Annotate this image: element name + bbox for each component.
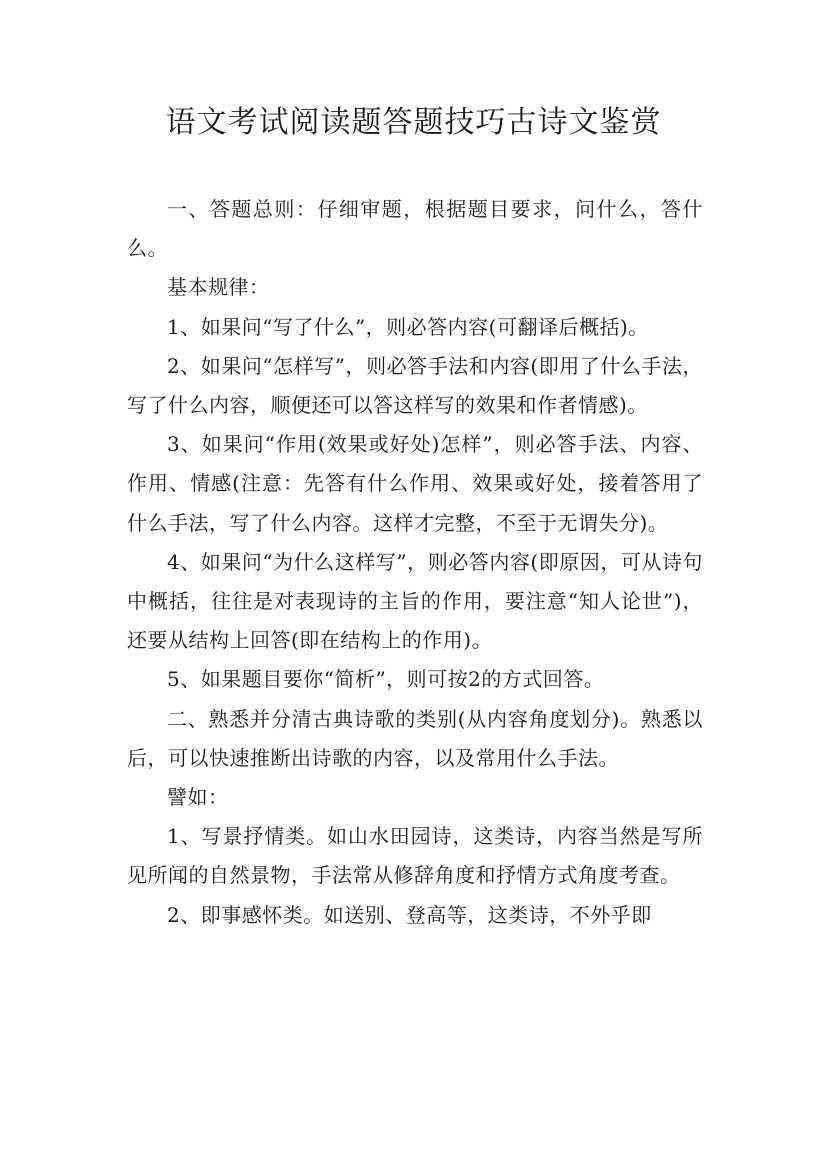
paragraph: 4、如果问“为什么这样写”，则必答内容(即原因，可从诗句中概括，往往是对表现诗的主旨的作用，要注意“知人论世”)，还要从结构上回答(即在结构上的作用)。 (127, 549, 703, 653)
paragraph: 基本规律： (167, 275, 270, 300)
paragraph: 5、如果题目要你“简析”，则可按2的方式回答。 (167, 667, 605, 692)
paragraph: 1、如果问“写了什么”，则必答内容(可翻译后概括)。 (167, 314, 649, 339)
paragraph: 1、写景抒情类。如山水田园诗，这类诗，内容当然是写所见所闻的自然景物，手法常从修辞角度和抒情方式角度考查。 (127, 824, 703, 888)
paragraph: 2、如果问“怎样写”，则必答手法和内容(即用了什么手法，写了什么内容，顺便还可以答这样写的效果和作者情感)。 (127, 353, 703, 418)
document-title: 语文考试阅读题答题技巧古诗文鉴赏 (165, 105, 662, 140)
paragraph: 2、即事感怀类。如送别、登高等，这类诗，不外乎即 (167, 902, 652, 927)
paragraph: 3、如果问“作用(效果或好处)怎样”，则必答手法、内容、作用、情感(注意：先答有什么作用、效果或好处，接着答用了什么手法，写了什么内容。这样才完整，不至于无谓失分)。 (127, 432, 703, 535)
paragraph: 二、熟悉并分清古典诗歌的类别(从内容角度划分)。熟悉以后，可以快速推断出诗歌的内容，以及常用什么手法。 (127, 706, 703, 770)
paragraph: 譬如： (167, 785, 229, 810)
paragraph: 一、答题总则：仔细审题，根据题目要求，问什么，答什么。 (127, 197, 703, 261)
document-body (127, 190, 703, 935)
